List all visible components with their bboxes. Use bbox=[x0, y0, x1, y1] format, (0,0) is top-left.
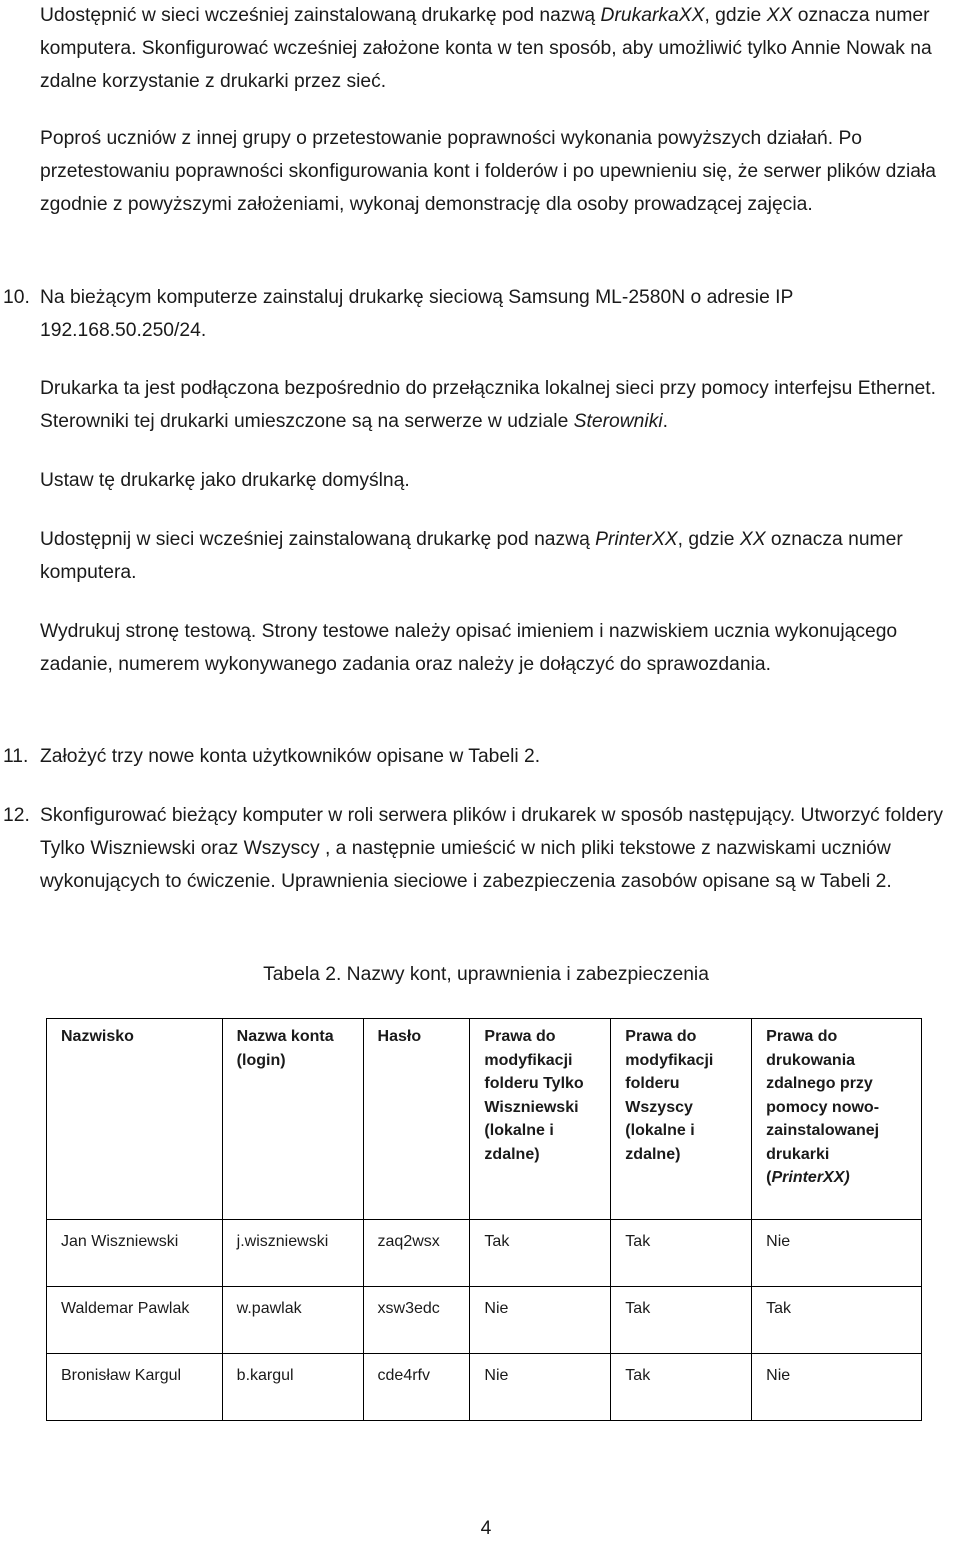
cell-folder-wszyscy: Tak bbox=[611, 1354, 752, 1421]
cell-print: Nie bbox=[752, 1354, 922, 1421]
header-surname: Nazwisko bbox=[47, 1019, 223, 1220]
paragraph-test-page: Wydrukuj stronę testową. Strony testowe należy opisać imieniem i nazwiskiem ucznia wykonującego zadanie, numerem wykonywanego zadania oraz należy je dołączyć do sprawozdania. bbox=[40, 621, 898, 675]
text-run: , gdzie bbox=[704, 5, 767, 26]
table-header-row bbox=[47, 1019, 922, 1220]
text-run: oznacza numer komputera. Skonfigurować wcześniej założone konta w ten sposób, aby umożliwić tylko Annie Nowak na zdalne korzystanie z drukarki przez sieć. bbox=[40, 5, 932, 92]
text-run: Udostępnić w sieci wcześniej zainstalowaną drukarkę pod nazwą bbox=[40, 5, 601, 26]
table-row bbox=[47, 1287, 922, 1354]
item-number-10: 10. bbox=[3, 287, 30, 308]
cell-folder-wiszniewski: Nie bbox=[470, 1287, 611, 1354]
text-run: , gdzie bbox=[677, 529, 740, 550]
table-caption: Tabela 2. Nazwy kont, uprawnienia i zabezpieczenia bbox=[263, 964, 709, 985]
header-folder-wiszniewski-rights: Prawa do modyfikacji folderu Tylko Wiszniewski (lokalne i zdalne) bbox=[470, 1019, 611, 1220]
header-password: Hasło bbox=[363, 1019, 470, 1220]
paragraph-share-printer bbox=[40, 0, 956, 98]
cell-surname: Waldemar Pawlak bbox=[47, 1287, 223, 1354]
text-run-italic: Sterowniki bbox=[573, 411, 663, 432]
header-login: Nazwa konta (login) bbox=[222, 1019, 363, 1220]
cell-folder-wiszniewski: Nie bbox=[470, 1354, 611, 1421]
paragraph-default-printer: Ustaw tę drukarkę jako drukarkę domyślną. bbox=[40, 470, 410, 491]
text-run: Drukarka ta jest podłączona bezpośrednio do przełącznika lokalnej sieci przy pomocy interfejsu Ethernet. Sterowniki tej drukarki umieszczone są na serwerze w udziale bbox=[40, 378, 936, 432]
cell-print: Tak bbox=[752, 1287, 922, 1354]
text-run-italic: DrukarkaXX bbox=[600, 5, 705, 26]
cell-folder-wszyscy: Tak bbox=[611, 1287, 752, 1354]
cell-login: b.kargul bbox=[222, 1354, 363, 1421]
cell-login: j.wiszniewski bbox=[222, 1220, 363, 1287]
text-run: Prawa do drukowania zdalnego przy pomocy nowo-zainstalowanej drukarki ( bbox=[766, 1028, 880, 1186]
item-11-text: Założyć trzy nowe konta użytkowników opisane w Tabeli 2. bbox=[40, 746, 541, 767]
text-run: oznacza numer komputera. bbox=[40, 529, 903, 583]
paragraph-share-printerxx bbox=[40, 523, 956, 589]
cell-login: w.pawlak bbox=[222, 1287, 363, 1354]
text-run-italic: XX bbox=[766, 5, 793, 26]
cell-password: xsw3edc bbox=[363, 1287, 470, 1354]
cell-print: Nie bbox=[752, 1220, 922, 1287]
text-run-italic: XX bbox=[739, 529, 766, 550]
text-run-italic: PrinterXX bbox=[595, 529, 678, 550]
paragraph-testing: Poproś uczniów z innej grupy o przetestowanie poprawności wykonania powyższych działań. Po przetestowaniu poprawności skonfigurowania kont i folderów i po upewnieniu się, że serwer plików działa zgodnie z powyższymi założeniami, wykonaj demonstrację dla osoby prowadzącej zajęcia. bbox=[40, 128, 936, 215]
text-run: Udostępnij w sieci wcześniej zainstalowaną drukarkę pod nazwą bbox=[40, 529, 596, 550]
cell-folder-wiszniewski: Tak bbox=[470, 1220, 611, 1287]
item-10-text: Na bieżącym komputerze zainstaluj drukarkę sieciową Samsung ML-2580N o adresie IP 192.168.50.250/24. bbox=[40, 287, 794, 341]
cell-surname: Bronisław Kargul bbox=[47, 1354, 223, 1421]
cell-password: cde4rfv bbox=[363, 1354, 470, 1421]
paragraph-printer-connection bbox=[40, 372, 956, 438]
cell-password: zaq2wsx bbox=[363, 1220, 470, 1287]
item-12-text: Skonfigurować bieżący komputer w roli serwera plików i drukarek w sposób następujący. Utworzyć foldery Tylko Wiszniewski oraz Wszyscy , a następnie umieścić w nich pliki tekstowe z nazwiskami uczniów wykonujących to ćwiczenie. Uprawnienia sieciowe i zabezpieczenia zasobów opisane są w Tabeli 2. bbox=[40, 805, 944, 892]
text-run-italic: PrinterXX) bbox=[771, 1169, 850, 1186]
item-number-12: 12. bbox=[3, 805, 30, 826]
item-number-11: 11. bbox=[3, 746, 29, 767]
accounts-table bbox=[46, 1018, 922, 1421]
table-row bbox=[47, 1354, 922, 1421]
cell-surname: Jan Wiszniewski bbox=[47, 1220, 223, 1287]
header-print-rights bbox=[752, 1019, 922, 1220]
page-number: 4 bbox=[480, 1518, 492, 1539]
table-row bbox=[47, 1220, 922, 1287]
header-folder-wszyscy-rights: Prawa do modyfikacji folderu Wszyscy (lokalne i zdalne) bbox=[611, 1019, 752, 1220]
cell-folder-wszyscy: Tak bbox=[611, 1220, 752, 1287]
text-run: . bbox=[662, 411, 668, 432]
